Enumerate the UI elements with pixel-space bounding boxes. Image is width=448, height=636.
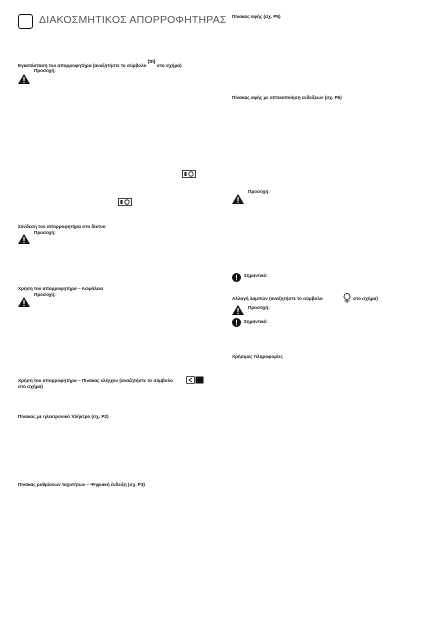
important-label-2: Σημαντικό: [244, 319, 268, 324]
p5-heading: Πίνακας αφής (σχ. P5) [232, 14, 281, 19]
control-panel-symbol-icon [186, 376, 204, 384]
exclamation-circle-icon [232, 318, 241, 327]
page-title: ΔΙΑΚΟΣΜΗΤΙΚΟΣ ΑΠΟΡΡΟΦΗΤΗΡΑΣ [39, 14, 227, 26]
control-heading-end: στο σχήμα) [18, 384, 43, 389]
use-heading: Χρήση του απορροφητήρα – Ασφάλεια [18, 286, 104, 291]
p2-heading: Πίνακας με ηλεκτρονικό πλήκτρο (σχ. P2) [18, 414, 109, 419]
network-heading: Σύνδεση του απορροφητήρα στο δίκτυο [18, 224, 106, 229]
warning-triangle-icon [18, 234, 30, 244]
warning-triangle-icon [18, 74, 30, 84]
title-badge [18, 14, 33, 29]
remote-symbol-icon-2 [118, 198, 132, 206]
right-warning-label: Προσοχή: [248, 189, 270, 194]
install-symbol-icon: (m) [147, 59, 156, 65]
network-warning-label: Προσοχή: [34, 230, 56, 235]
p3-heading: Πίνακας ρυθμίσεων ταχυτήτων – Ψηφιακή ένδειξη (σχ. P3) [18, 482, 145, 487]
use-warning-label: Προσοχή: [34, 292, 56, 297]
control-heading-text: Χρήση του απορροφητήρα – Πίνακας ελέγχου (αναζητήστε το σύμβολο [18, 378, 173, 383]
exclamation-circle-icon [232, 273, 241, 282]
lamp-heading [232, 296, 323, 302]
warning-triangle-icon [232, 305, 244, 315]
warning-triangle-icon [18, 297, 30, 307]
useful-info-heading: Χρήσιμες πληροφορίες [232, 354, 283, 359]
lamp-heading-text: Αλλαγή λαμπών (αναζητήστε το σύμβολο [232, 296, 323, 301]
lamp-warning-label: Προσοχή: [248, 305, 270, 310]
install-warning-label: Προσοχή: [34, 68, 56, 73]
lamp-symbol-icon [343, 293, 351, 303]
lamp-heading-end: στο σχήμα) [353, 296, 378, 301]
important-label-1: Σημαντικό: [244, 273, 268, 278]
install-heading-text: Εγκατάσταση του απορροφητήρα (αναζητήστε το σύμβολο [18, 63, 147, 68]
p6-heading: Πίνακας αφής με οπτικοποίηση ενδείξεων (σχ. P6) [232, 95, 342, 100]
install-heading-end: στο σχήμα) [156, 63, 182, 68]
warning-triangle-icon [232, 194, 244, 204]
remote-symbol-icon [182, 170, 196, 178]
